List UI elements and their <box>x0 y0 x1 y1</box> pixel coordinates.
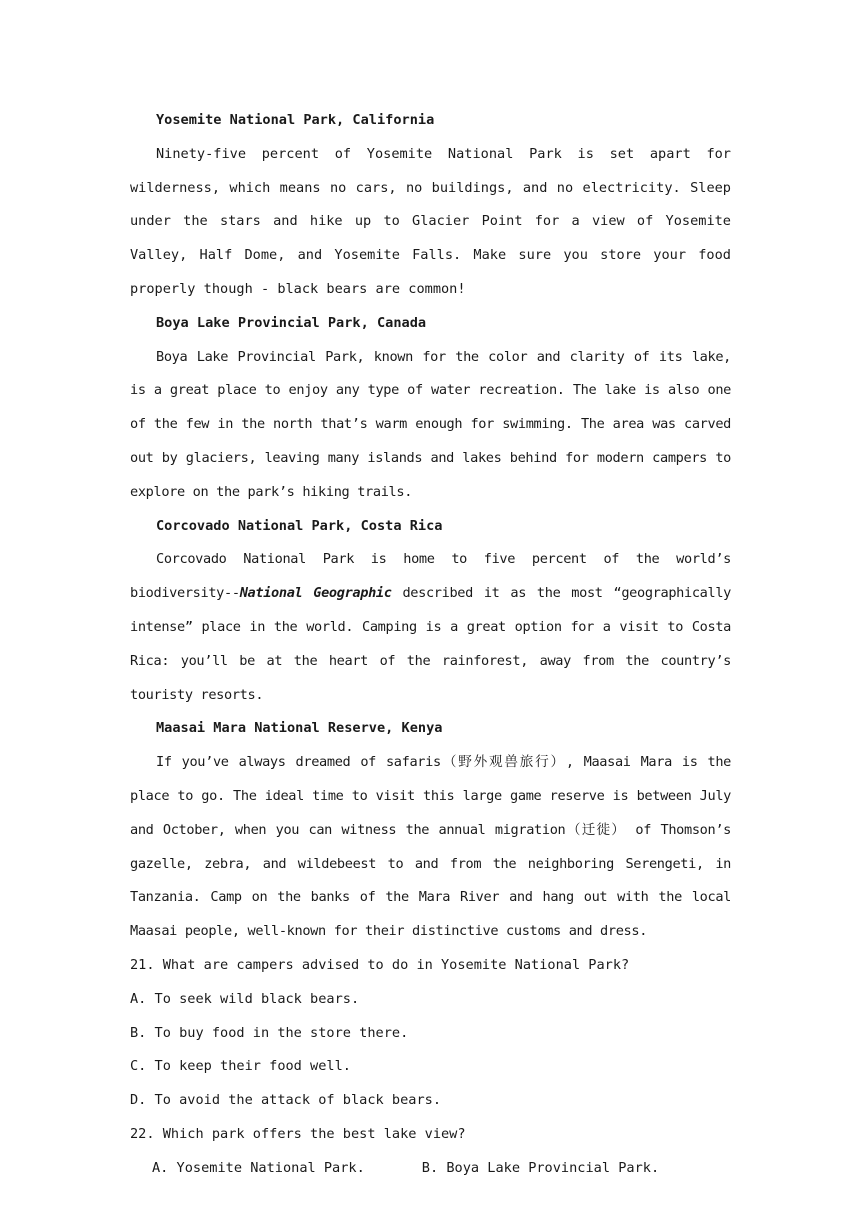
question-21-option-b: B. To buy food in the store there. <box>130 1024 409 1041</box>
question-21-stem: 21. What are campers advised to do in Yosemite National Park? <box>130 956 630 973</box>
question-22-option-b: B. Boya Lake Provincial Park. <box>421 1159 660 1176</box>
section-heading-yosemite: Yosemite National Park, California <box>156 112 435 128</box>
corcovado-text-after: described it as the most “geographically intense” place in the world. Camping is a great option for a visit to Costa Rica: you’ll be at the heart of the rainforest, away from the country’s touristy resorts. <box>130 585 731 703</box>
question-22-option-a: A. Yosemite National Park. <box>152 1159 365 1176</box>
corcovado-text-before: Corcovado National Park is home to five percent of the world’s biodiversity-- <box>130 551 731 602</box>
section-heading-corcovado: Corcovado National Park, Costa Rica <box>156 517 443 534</box>
section-heading-boya-lake: Boya Lake Provincial Park, Canada <box>156 314 427 331</box>
section-body-corcovado <box>130 543 731 712</box>
question-21-option-c: C. To keep their food well. <box>130 1058 351 1075</box>
question-22-stem: 22. Which park offers the best lake view? <box>130 1125 466 1142</box>
question-21-option-d: D. To avoid the attack of black bears. <box>130 1092 441 1109</box>
question-21-option-a: A. To seek wild black bears. <box>130 990 360 1007</box>
section-heading-maasai-mara: Maasai Mara National Reserve, Kenya <box>156 720 443 737</box>
section-body-boya-lake: Boya Lake Provincial Park, known for the color and clarity of its lake, is a great place to enjoy any type of water recreation. The lake is also one of the few in the north that’s warm enough for swimming. The area was carved out by glaciers, leaving many islands and lakes behind for modern campers to explore on the park’s hiking trails. <box>130 348 731 500</box>
section-body-maasai-mara: If you’ve always dreamed of safaris（野外观兽旅行）, Maasai Mara is the place to go. The ideal time to visit this large game reserve is between July and October, when you can witness the annual migration（迁徙） of Thomson’s gazelle, zebra, and wildebeest to and from the neighboring Serengeti, in Tanzania. Camp on the banks of the Mara River and hang out with the local Maasai people, well-known for their distinctive customs and dress. <box>130 754 731 940</box>
section-body-yosemite: Ninety-five percent of Yosemite National Park is set apart for wilderness, which means no cars, no buildings, and no electricity. Sleep under the stars and hike up to Glacier Point for a view of Yosemite Valley, Half Dome, and Yosemite Falls. Make sure you store your food properly though - black bears are common! <box>130 145 731 297</box>
publication-title: National Geographic <box>239 585 392 602</box>
question-22-options-row <box>130 1152 731 1186</box>
reading-passage <box>130 104 731 1186</box>
